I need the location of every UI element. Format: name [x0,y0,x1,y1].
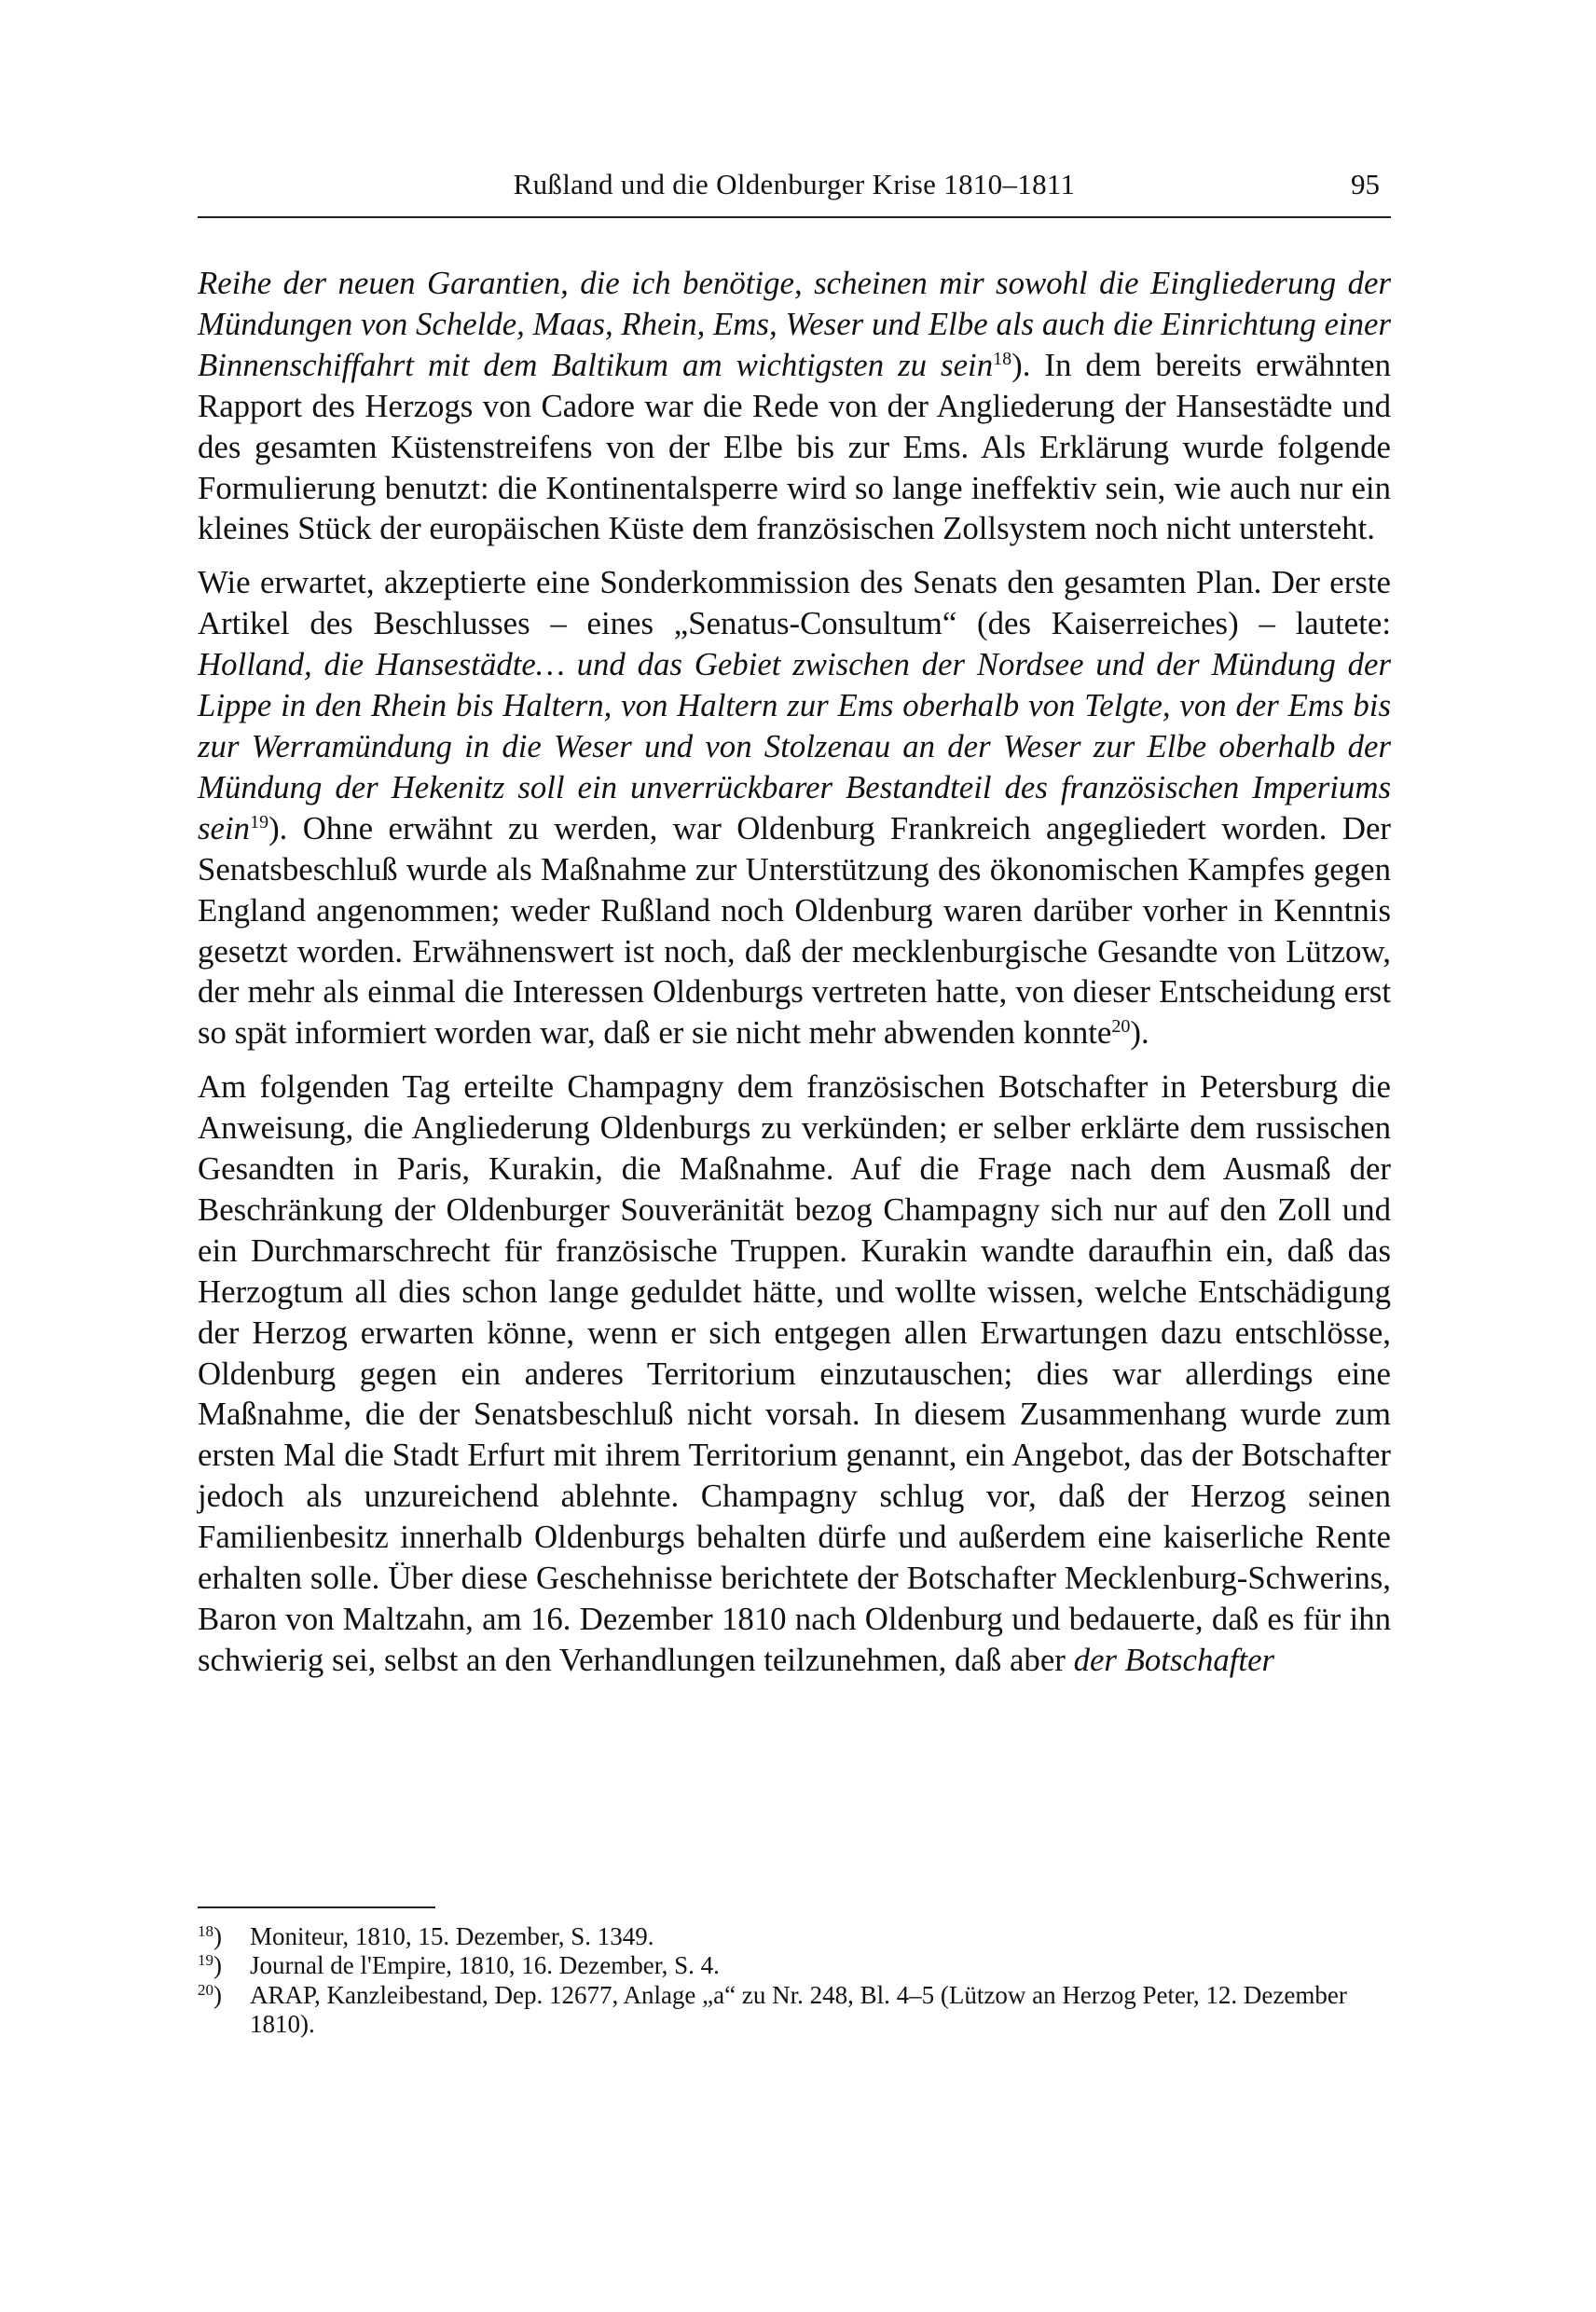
italic-quote: Holland, die Hansestädte… und das Gebiet zwischen der Nordsee und der Mündung der Lippe in den Rhein bis Haltern, von Haltern zur Ems oberhalb von Telgte, von der Ems bis zur Werramündung in die Weser und von Stolzenau an der Weser zur Elbe oberhalb der Mündung der Hekenitz soll ein unverrückbarer Bestandteil des französischen Imperiums sein [198,646,1391,846]
footnote-separator [198,1906,435,1908]
paragraph-2 [198,562,1391,1053]
paragraph-text: Wie erwartet, akzeptierte eine Sonderkommission des Senats den gesamten Plan. Der erste Artikel des Beschlusses – eines „Senatus-Consultum“ (des Kaiserreiches) – lautete: [198,564,1391,642]
italic-quote: der Botschafter [1073,1641,1275,1678]
italic-quote: Reihe der neuen Garantien, die ich benötige, scheinen mir sowohl die Eingliederung der Mündungen von Schelde, Maas, Rhein, Ems, Weser und Elbe als auch die Einrichtung einer Binnenschiffahrt mit dem Baltikum am wichtigsten zu sein [198,265,1391,383]
running-header [198,168,1391,218]
footnote-marker: $^{20}$) [198,1980,222,2009]
footnote-19 [198,1951,1391,1980]
paragraph-text: Am folgenden Tag erteilte Champagny dem französischen Botschafter in Petersburg die Anweisung, die Angliederung Oldenburgs zu verkünden; er selber erklärte dem russischen Gesandten in Paris, Kurakin, die Maßnahme. Auf die Frage nach dem Ausmaß der Beschränkung der Oldenburger Souveränität bezog Champagny sich nur auf den Zoll und ein Durchmarschrecht für französische Truppen. Kurakin wandte daraufhin ein, daß das Herzogtum all dies schon lange geduldet hätte, und wollte wissen, welche Entschädigung der Herzog erwarten könne, wenn er sich entgegen allen Erwartungen dazu entschlösse, Oldenburg gegen ein anderes Territorium einzutauschen; dies war allerdings eine Maßnahme, die der Senatsbeschluß nicht vorsah. In diesem Zusammenhang wurde zum ersten Mal die Stadt Erfurt mit ihrem Territorium genannt, ein Angebot, das der Botschafter jedoch als unzureichend ablehnte. Champagny schlug vor, daß der Herzog seinen Familienbesitz innerhalb Oldenburgs behalten dürfe und außerdem eine kaiserliche Rente erhalten solle. Über diese Geschehnisse berichtete der Botschafter Mecklenburg-Schwerins, Baron von Maltzahn, am 16. Dezember 1810 nach Oldenburg und bedauerte, daß es für ihn schwierig sei, selbst an den Verhandlungen teilzunehmen, daß aber [198,1068,1391,1678]
footnote-text: ARAP, Kanzleibestand, Dep. 12677, Anlage „a“ zu Nr. 248, Bl. 4–5 (Lützow an Herzog Peter, 12. Dezember 1810). [250,1980,1347,2039]
running-title: Rußland und die Oldenburger Krise 1810–1811 [513,168,1076,200]
footnote-ref-18[interactable]: 18 [993,348,1012,369]
paragraph-1 [198,263,1391,549]
footnote-20 [198,1981,1391,2040]
paragraph-3 [198,1067,1391,1681]
footnote-18 [198,1922,1391,1951]
footnote-marker: $^{18}$) [198,1922,222,1950]
paragraph-text: ). In dem bereits erwähnten Rapport des Herzogs von Cadore war die Rede von der Angliederung der Hansestädte und des gesamten Küstenstreifens von der Elbe bis zur Ems. Als Erklärung wurde folgende Formulierung benutzt: die Kontinentalsperre wird so lange ineffektiv sein, wie auch nur ein kleines Stück der europäischen Küste dem französischen Zollsystem noch nicht untersteht. [198,346,1391,547]
footnotes [198,1922,1391,2040]
footnote-ref-19[interactable]: 19 [250,811,269,833]
footnote-text: Journal de l'Empire, 1810, 16. Dezember, S. 4. [250,1951,720,1980]
footnote-marker: $^{19}$) [198,1951,222,1980]
footnote-text: Moniteur, 1810, 15. Dezember, S. 1349. [250,1922,654,1950]
paragraph-text: ). Ohne erwähnt zu werden, war Oldenburg Frankreich angegliedert worden. Der Senatsbeschluß wurde als Maßnahme zur Unterstützung des ökonomischen Kampfes gegen England angenommen; weder Rußland noch Oldenburg waren darüber vorher in Kenntnis gesetzt worden. Erwähnenswert ist noch, daß der mecklenburgische Gesandte von Lützow, der mehr als einmal die Interessen Oldenburgs vertreten hatte, von dieser Entscheidung erst so spät informiert worden war, daß er sie nicht mehr abwenden konnte [198,809,1391,1052]
paragraph-text: ). [1130,1014,1149,1052]
page-number: 95 [1351,168,1380,200]
footnote-ref-20[interactable]: 20 [1111,1016,1131,1038]
body-text [198,263,1391,1681]
